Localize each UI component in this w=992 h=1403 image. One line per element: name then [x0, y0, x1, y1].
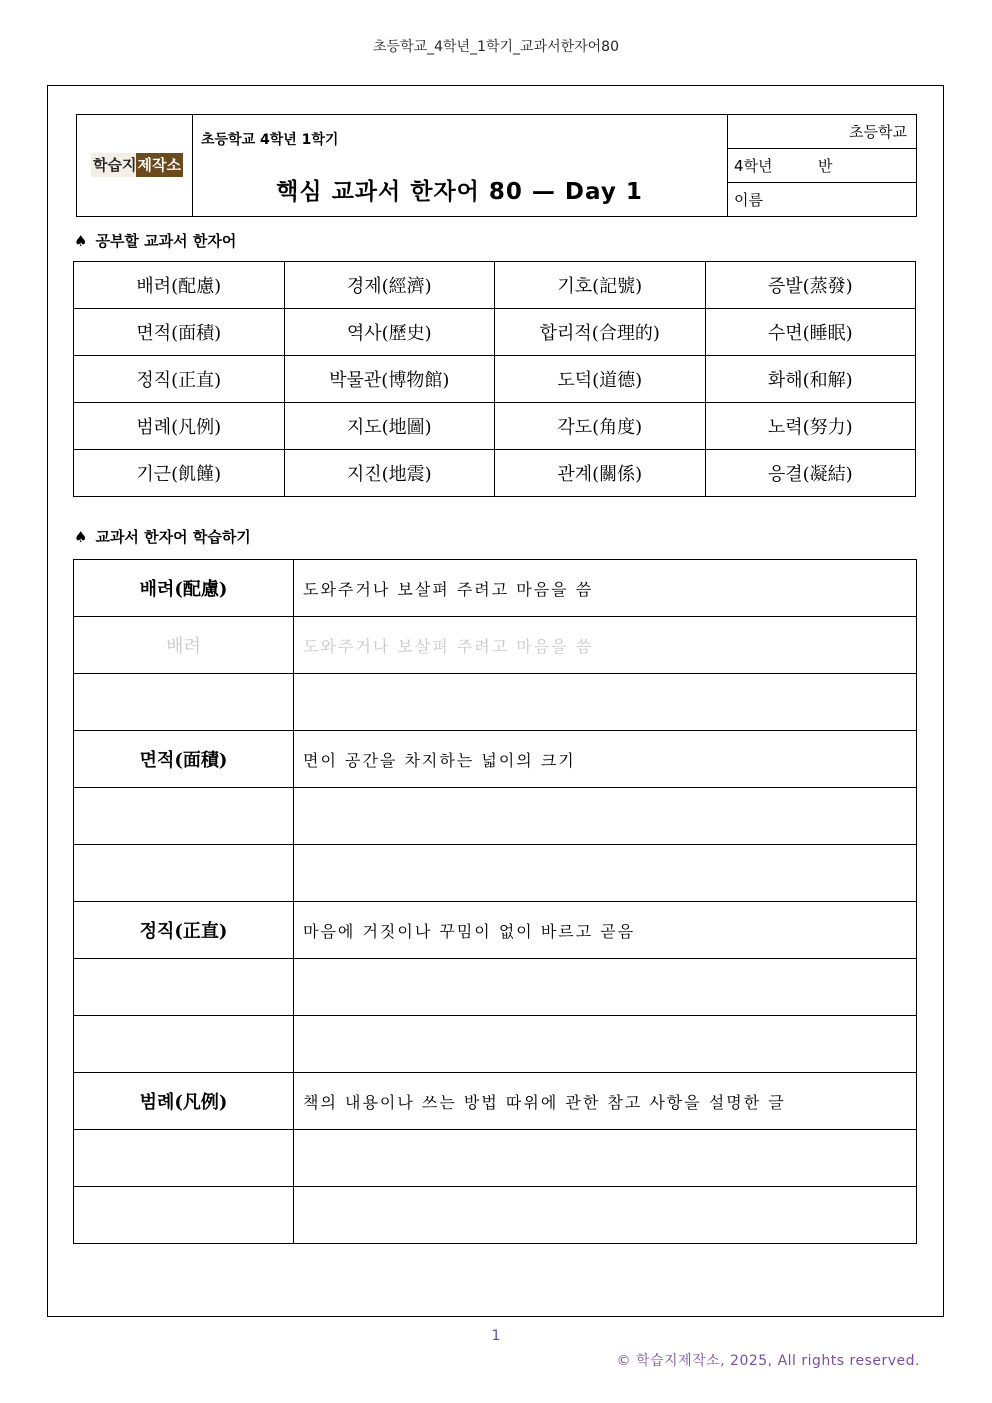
study-word: 면적(面積): [74, 731, 294, 788]
vocab-cell: 응결(凝結): [705, 450, 916, 497]
study-meaning: 면이 공간을 차지하는 넓이의 크기: [294, 731, 917, 788]
spade-icon: ♠: [74, 232, 88, 250]
vocab-cell: 면적(面積): [74, 309, 285, 356]
vocab-cell: 정직(正直): [74, 356, 285, 403]
title-cell: [192, 115, 728, 216]
study-meaning: 마음에 거짓이나 꾸밈이 없이 바르고 곧음: [294, 902, 917, 959]
vocab-cell: 지도(地圖): [284, 403, 495, 450]
practice-row[interactable]: [74, 1187, 917, 1244]
vocab-cell: 역사(歷史): [284, 309, 495, 356]
section-heading-vocab: [74, 230, 236, 251]
trace-word[interactable]: 배려: [74, 617, 294, 674]
practice-word-cell[interactable]: [74, 788, 294, 845]
section-title: 공부할 교과서 한자어: [95, 232, 237, 250]
study-word-row: [74, 1073, 917, 1130]
trace-meaning[interactable]: 도와주거나 보살펴 주려고 마음을 씀: [294, 617, 917, 674]
vocab-cell: 합리적(合理的): [495, 309, 706, 356]
study-word-row: [74, 560, 917, 617]
practice-meaning-cell[interactable]: [294, 674, 917, 731]
practice-word-cell[interactable]: [74, 1016, 294, 1073]
practice-meaning-cell[interactable]: [294, 959, 917, 1016]
practice-word-cell[interactable]: [74, 1130, 294, 1187]
study-meaning: 도와주거나 보살펴 주려고 마음을 씀: [294, 560, 917, 617]
practice-meaning-cell[interactable]: [294, 845, 917, 902]
vocab-cell: 화해(和解): [705, 356, 916, 403]
grade-label: 4학년: [734, 157, 773, 175]
vocab-cell: 수면(睡眠): [705, 309, 916, 356]
study-meaning: 책의 내용이나 쓰는 방법 따위에 관한 참고 사항을 설명한 글: [294, 1073, 917, 1130]
vocab-row: [74, 309, 916, 356]
vocab-cell: 관계(關係): [495, 450, 706, 497]
practice-row[interactable]: [74, 1130, 917, 1187]
practice-word-cell[interactable]: [74, 845, 294, 902]
vocab-row: [74, 403, 916, 450]
section-title: 교과서 한자어 학습하기: [95, 528, 251, 546]
practice-row[interactable]: [74, 674, 917, 731]
vocab-row: [74, 450, 916, 497]
spade-icon: ♠: [74, 528, 88, 546]
name-field[interactable]: [727, 183, 916, 216]
practice-word-cell[interactable]: [74, 674, 294, 731]
class-label: 반: [818, 157, 833, 175]
study-word: 범례(凡例): [74, 1073, 294, 1130]
vocab-cell: 지진(地震): [284, 450, 495, 497]
vocab-cell: 경제(經濟): [284, 262, 495, 309]
study-word-row: [74, 731, 917, 788]
vocab-cell: 기근(飢饉): [74, 450, 285, 497]
brand-logo: [91, 153, 183, 177]
trace-row[interactable]: [74, 617, 917, 674]
worksheet-title: 핵심 교과서 한자어 80 — Day 1: [276, 179, 643, 205]
student-info: [727, 115, 916, 216]
page-number: 1: [491, 1328, 501, 1344]
vocab-cell: 배려(配慮): [74, 262, 285, 309]
logo-cell: [77, 115, 193, 216]
practice-meaning-cell[interactable]: [294, 1016, 917, 1073]
vocab-cell: 각도(角度): [495, 403, 706, 450]
practice-word-cell[interactable]: [74, 1187, 294, 1244]
copyright-notice: © 학습지제작소, 2025, All rights reserved.: [616, 1353, 920, 1369]
study-table: [73, 559, 917, 1244]
vocab-cell: 도덕(道德): [495, 356, 706, 403]
practice-row[interactable]: [74, 845, 917, 902]
vocab-row: [74, 262, 916, 309]
practice-row[interactable]: [74, 788, 917, 845]
vocab-table: [73, 261, 916, 497]
vocab-cell: 기호(記號): [495, 262, 706, 309]
study-word: 정직(正直): [74, 902, 294, 959]
vocab-cell: 노력(努力): [705, 403, 916, 450]
practice-meaning-cell[interactable]: [294, 1187, 917, 1244]
school-field: 초등학교: [727, 115, 916, 149]
study-word: 배려(配慮): [74, 560, 294, 617]
vocab-cell: 증발(蒸發): [705, 262, 916, 309]
practice-row[interactable]: [74, 959, 917, 1016]
running-header: 초등학교_4학년_1학기_교과서한자어80: [373, 39, 619, 55]
vocab-cell: 범례(凡例): [74, 403, 285, 450]
logo-text-part2: 제작소: [136, 153, 182, 177]
grade-class-field[interactable]: [727, 149, 916, 183]
practice-meaning-cell[interactable]: [294, 788, 917, 845]
worksheet-subtitle: 초등학교 4학년 1학기: [201, 132, 339, 148]
name-label: 이름: [734, 191, 763, 209]
vocab-row: [74, 356, 916, 403]
vocab-cell: 박물관(博物館): [284, 356, 495, 403]
practice-meaning-cell[interactable]: [294, 1130, 917, 1187]
section-heading-study: [74, 526, 251, 547]
logo-text-part1: 학습지: [91, 153, 136, 177]
practice-word-cell[interactable]: [74, 959, 294, 1016]
study-word-row: [74, 902, 917, 959]
practice-row[interactable]: [74, 1016, 917, 1073]
worksheet-header: [76, 114, 917, 217]
